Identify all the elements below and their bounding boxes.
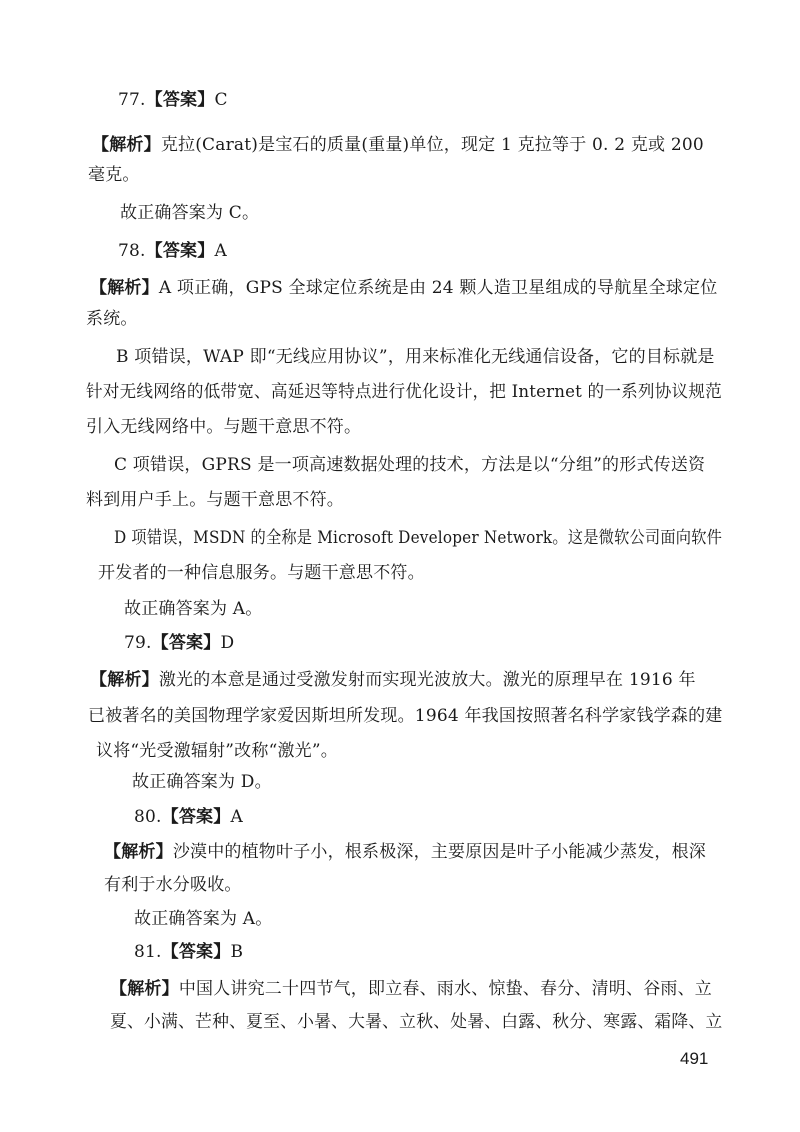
paragraph-78-d-line-2: 开发者的一种信息服务。与题干意思不符。 — [98, 563, 425, 583]
page-number: 491 — [680, 1049, 709, 1068]
analysis-label: 【解析】 — [104, 842, 173, 862]
analysis-77-line-2: 毫克。 — [88, 165, 140, 185]
answer-number: 78. — [118, 241, 146, 261]
answer-number: 80. — [134, 807, 162, 827]
analysis-text: A 项正确，GPS 全球定位系统是由 24 颗人造卫星组成的导航星全球定位 — [158, 278, 718, 298]
answer-value: C — [214, 90, 228, 110]
answer-77 — [118, 88, 228, 112]
analysis-80-line-1 — [104, 840, 706, 864]
analysis-79-line-3: 议将“光受激辐射”改称“激光”。 — [96, 741, 338, 761]
analysis-79-line-1 — [90, 668, 696, 692]
analysis-80-line-2: 有利于水分吸收。 — [104, 875, 242, 895]
analysis-78-line-1 — [90, 276, 717, 300]
analysis-79-line-2: 已被著名的美国物理学家爱因斯坦所发现。1964 年我国按照著名科学家钱学森的建 — [88, 706, 723, 726]
answer-value: B — [230, 942, 244, 962]
analysis-label: 【解析】 — [90, 278, 159, 298]
analysis-text: 中国人讲究二十四节气，即立春、雨水、惊蛰、春分、清明、谷雨、立 — [178, 979, 713, 999]
answer-value: A — [214, 241, 227, 261]
conclusion-78: 故正确答案为 A。 — [124, 599, 263, 619]
answer-number: 79. — [124, 633, 152, 653]
answer-label: 【答案】 — [161, 807, 231, 827]
answer-79 — [124, 631, 234, 655]
answer-number: 77. — [118, 90, 146, 110]
paragraph-78-b-line-2: 针对无线网络的低带宽、高延迟等特点进行优化设计，把 Internet 的一系列协议规范 — [86, 382, 722, 402]
paragraph-78-d-line-1: D 项错误，MSDN 的全称是 Microsoft Developer Network。这是微软公司面向软件 — [114, 528, 723, 548]
analysis-label: 【解析】 — [110, 979, 179, 999]
analysis-81-line-1 — [110, 977, 712, 1001]
conclusion-77: 故正确答案为 C。 — [120, 203, 260, 223]
answer-81 — [134, 940, 243, 964]
answer-number: 81. — [134, 942, 162, 962]
analysis-text: 克拉(Carat)是宝石的质量(重量)单位，现定 1 克拉等于 0. 2 克或 200 — [160, 135, 704, 155]
analysis-77-line-1 — [92, 133, 704, 157]
answer-label: 【答案】 — [145, 241, 215, 261]
analysis-text: 激光的本意是通过受激发射而实现光波放大。激光的原理早在 1916 年 — [158, 670, 696, 690]
analysis-text: 沙漠中的植物叶子小，根系极深，主要原因是叶子小能减少蒸发，根深 — [172, 842, 707, 862]
analysis-78-line-2: 系统。 — [86, 309, 138, 329]
analysis-label: 【解析】 — [90, 670, 159, 690]
answer-label: 【答案】 — [151, 633, 221, 653]
analysis-label: 【解析】 — [92, 135, 161, 155]
answer-value: A — [230, 807, 243, 827]
paragraph-78-c-line-2: 料到用户手上。与题干意思不符。 — [86, 490, 344, 510]
answer-value: D — [220, 633, 235, 653]
answer-78 — [118, 239, 227, 263]
paragraph-78-c-line-1: C 项错误，GPRS 是一项高速数据处理的技术，方法是以“分组”的形式传送资 — [114, 455, 706, 475]
answer-80 — [134, 805, 243, 829]
conclusion-80: 故正确答案为 A。 — [134, 909, 273, 929]
paragraph-78-b-line-3: 引入无线网络中。与题干意思不符。 — [86, 417, 362, 437]
analysis-81-line-2: 夏、小满、芒种、夏至、小暑、大暑、立秋、处暑、白露、秋分、寒露、霜降、立 — [110, 1012, 723, 1032]
conclusion-79: 故正确答案为 D。 — [132, 772, 272, 792]
paragraph-78-b-line-1: B 项错误，WAP 即“无线应用协议”，用来标准化无线通信设备，它的目标就是 — [116, 347, 715, 367]
answer-label: 【答案】 — [145, 90, 215, 110]
answer-label: 【答案】 — [161, 942, 231, 962]
